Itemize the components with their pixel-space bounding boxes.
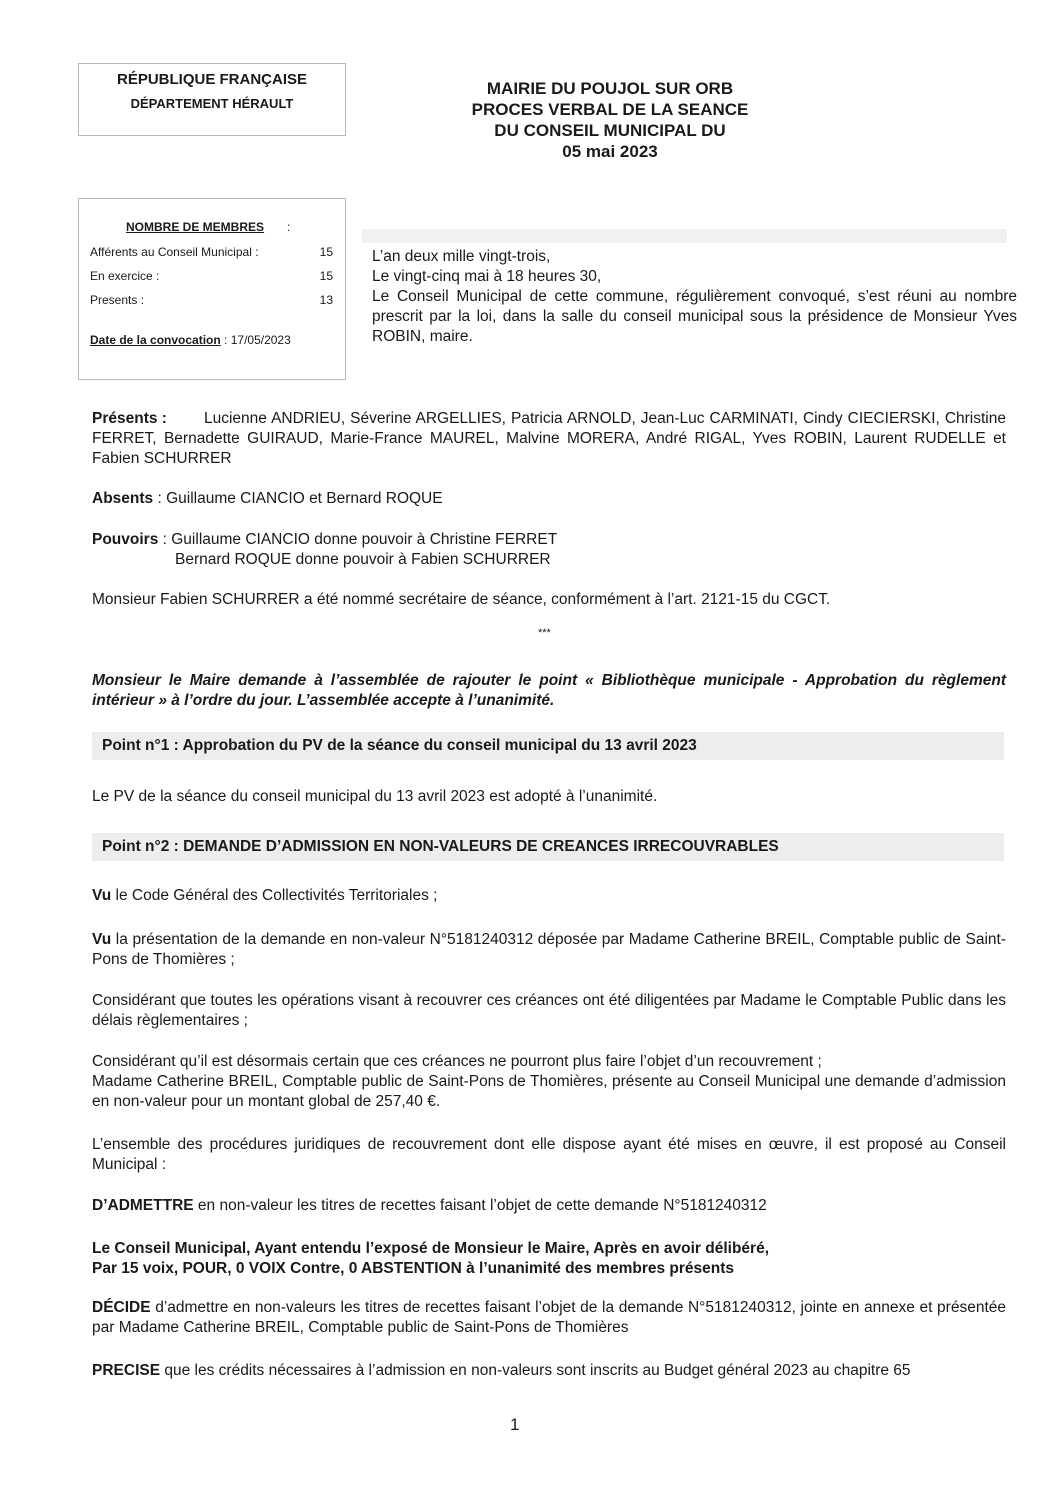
title-line: MAIRIE DU POUJOL SUR ORB (486, 79, 734, 98)
admettre-paragraph (92, 1196, 1006, 1216)
members-box (78, 198, 346, 380)
republique-label: RÉPUBLIQUE FRANÇAISE (116, 71, 307, 88)
vu-text: le Code Général des Collectivités Territoriales ; (111, 887, 438, 904)
pouvoirs-line: : Guillaume CIANCIO donne pouvoir à Christine FERRET (162, 531, 558, 548)
separator: *** (538, 627, 551, 639)
pouvoirs-label: Pouvoirs (92, 531, 159, 548)
decide-paragraph (92, 1298, 1006, 1338)
members-row (90, 245, 333, 259)
admettre-text: en non-valeur les titres de recettes faisant l’objet de cette demande N°5181240312 (193, 1197, 767, 1214)
members-row-label: Afférents au Conseil Municipal : (90, 245, 259, 259)
members-row-value: 15 (319, 245, 333, 259)
considerant-paragraph (92, 1052, 1006, 1112)
vu-label: Vu (92, 931, 112, 948)
vote-line: Le Conseil Municipal, Ayant entendu l’exposé de Monsieur le Maire, Après en avoir délibéré, (92, 1240, 770, 1257)
members-row-value: 13 (319, 293, 333, 307)
title-line: DU CONSEIL MUNICIPAL DU (494, 121, 726, 140)
members-heading: NOMBRE DE MEMBRES (126, 220, 265, 234)
vote-line: Par 15 voix, POUR, 0 VOIX Contre, 0 ABSTENTION à l’unanimité des membres présents (92, 1260, 735, 1277)
point2-heading: Point n°2 : DEMANDE D’ADMISSION EN NON-VALEURS DE CREANCES IRRECOUVRABLES (92, 833, 1004, 861)
members-row (90, 269, 333, 283)
admettre-label: D’ADMETTRE (92, 1197, 194, 1214)
secretaire-line: Monsieur Fabien SCHURRER a été nommé secrétaire de séance, conformément à l’art. 2121-15 du CGCT. (92, 591, 831, 608)
intro-shade (362, 229, 1007, 243)
absents-text: : Guillaume CIANCIO et Bernard ROQUE (157, 490, 443, 507)
pouvoirs-line: Bernard ROQUE donne pouvoir à Fabien SCHURRER (175, 551, 551, 568)
convocation-value: : 17/05/2023 (224, 333, 291, 347)
presents-text: Lucienne ANDRIEU, Séverine ARGELLIES, Patricia ARNOLD, Jean-Luc CARMINATI, Cindy CIECIERSKI, Christine FERRET, Bernadette GUIRAUD, Marie-France MAUREL, Malvine MORERA, André RIGAL, Yves ROBIN, Laurent RUDELLE et Fabien SCHURRER (92, 410, 1006, 467)
decide-label: DÉCIDE (92, 1299, 151, 1316)
members-row-value: 15 (319, 269, 333, 283)
precise-text: que les crédits nécessaires à l’admission en non-valeurs sont inscrits au Budget général 2023 au chapitre 65 (160, 1362, 911, 1379)
departement-label: DÉPARTEMENT HÉRAULT (130, 96, 294, 111)
absents-line (92, 489, 1006, 509)
precise-paragraph (92, 1361, 1006, 1381)
vu-paragraph (92, 886, 1006, 906)
considerant-line: Considérant qu’il est désormais certain que ces créances ne pourront plus faire l’objet d’un recouvrement ; (92, 1053, 822, 1070)
vu-label: Vu (92, 887, 112, 904)
title-line: 05 mai 2023 (562, 142, 658, 161)
ensemble-paragraph: L’ensemble des procédures juridiques de recouvrement dont elle dispose ayant été mises en œuvre, il est proposé au Conseil Municipal : (92, 1136, 1006, 1173)
vu-paragraph (92, 930, 1006, 970)
page-number: 1 (510, 1415, 520, 1434)
point1-text: Le PV de la séance du conseil municipal du 13 avril 2023 est adopté à l’unanimité. (92, 788, 658, 805)
intro-line: L’an deux mille vingt-trois, (372, 248, 551, 265)
considerant-paragraph: Considérant que toutes les opérations visant à recouvrer ces créances ont été diligentées par Madame le Comptable Public dans les délais règlementaires ; (92, 992, 1006, 1029)
decide-text: d’admettre en non-valeurs les titres de recettes faisant l’objet de la demande N°5181240312, jointe en annexe et présentée par Madame Catherine BREIL, Comptable public de Saint-Pons de Thomières (92, 1299, 1006, 1336)
convocation-date (90, 333, 291, 347)
convocation-label: Date de la convocation (90, 333, 221, 347)
document-title (400, 78, 820, 162)
intro-line: Le vingt-cinq mai à 18 heures 30, (372, 268, 602, 285)
intro-paragraph (372, 247, 1017, 347)
presents-label: Présents : (92, 410, 167, 427)
members-row-label: En exercice : (90, 269, 160, 283)
members-row (90, 293, 333, 307)
title-line: PROCES VERBAL DE LA SEANCE (471, 100, 749, 119)
vu-text: la présentation de la demande en non-valeur N°5181240312 déposée par Madame Catherine BREIL, Comptable public de Saint-Pons de Thomières ; (92, 931, 1006, 968)
vote-paragraph (92, 1239, 1006, 1279)
republique-box (78, 63, 346, 136)
pouvoirs-block (92, 530, 1006, 570)
precise-label: PRECISE (92, 1362, 161, 1379)
intro-text: Le Conseil Municipal de cette commune, régulièrement convoqué, s’est réuni au nombre prescrit par la loi, dans la salle du conseil municipal sous la présidence de Monsieur Yves ROBIN, maire. (372, 288, 1017, 345)
considerant-text: Madame Catherine BREIL, Comptable public de Saint-Pons de Thomières, présente au Conseil Municipal une demande d’admission en non-valeur pour un montant global de 257,40 €. (92, 1073, 1006, 1110)
members-heading-colon: : (287, 220, 291, 234)
maire-note: Monsieur le Maire demande à l’assemblée de rajouter le point « Bibliothèque municipale - Approbation du règlement intérieur » à l’ordre du jour. L’assemblée accepte à l’unanimité. (92, 672, 1006, 709)
point1-heading: Point n°1 : Approbation du PV de la séance du conseil municipal du 13 avril 2023 (92, 732, 1004, 760)
members-row-label: Presents : (90, 293, 145, 307)
absents-label: Absents (92, 490, 154, 507)
